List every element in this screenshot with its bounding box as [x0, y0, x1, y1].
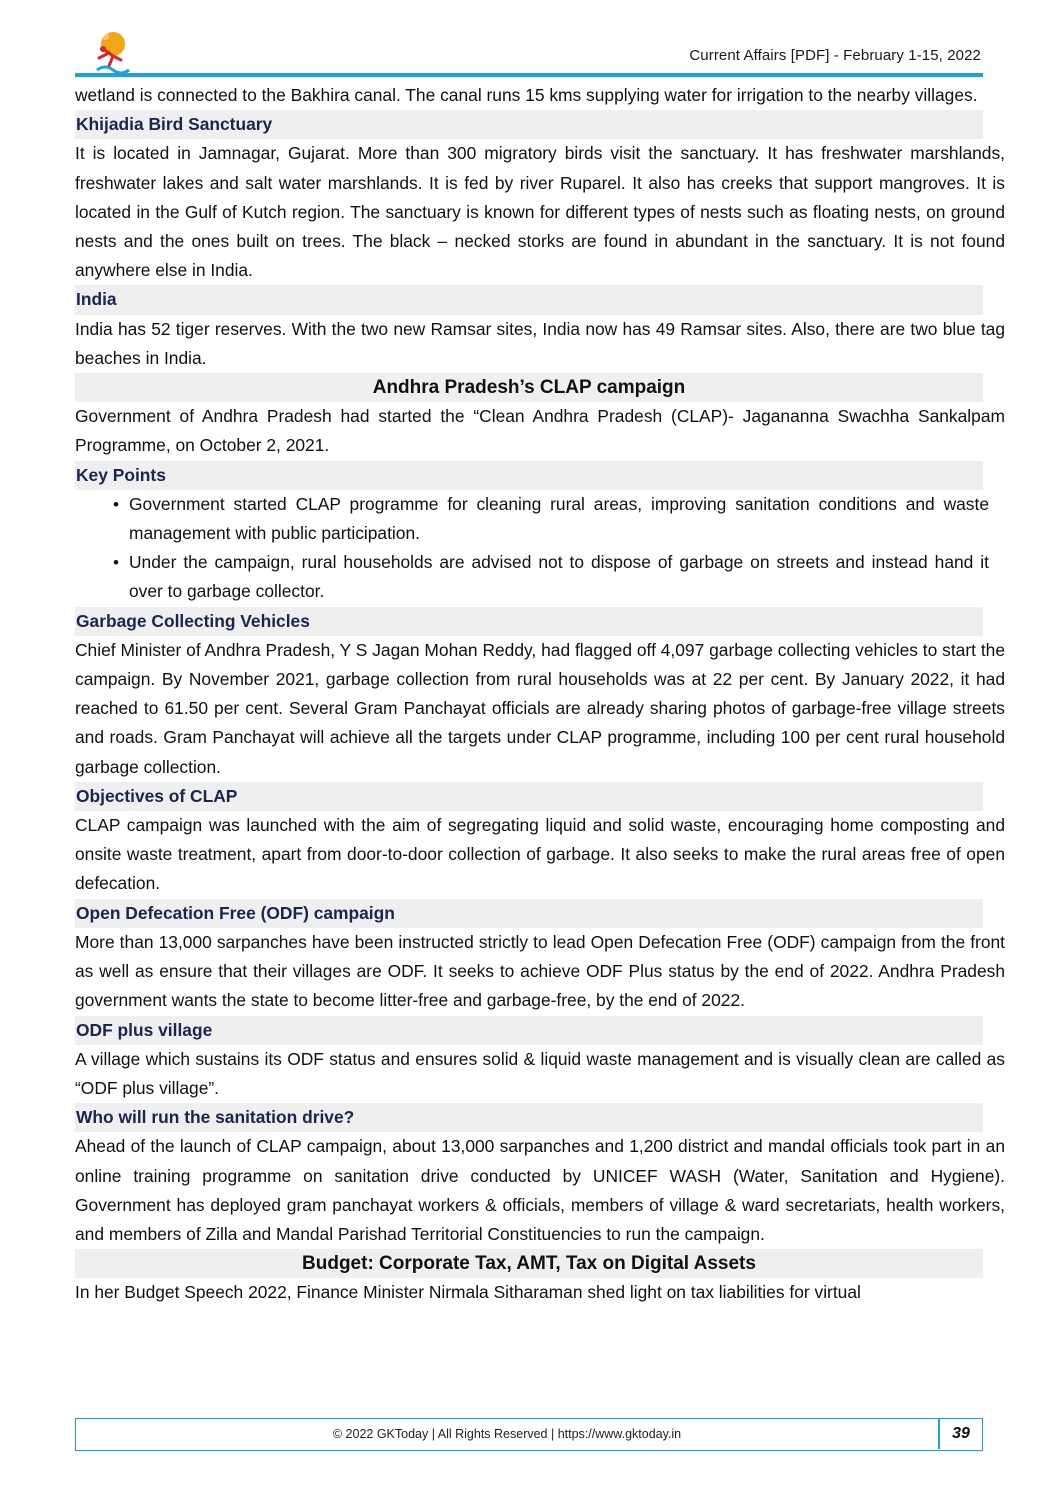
page-header	[75, 28, 983, 78]
list-item: • Under the campaign, rural households are advised not to dispose of garbage on streets and instead hand it over to garbage collector.	[129, 548, 1005, 606]
section-heading: Open Defecation Free (ODF) campaign	[75, 899, 983, 928]
page-footer	[75, 1418, 983, 1451]
section-heading: Garbage Collecting Vehicles	[75, 607, 983, 636]
paragraph: Government of Andhra Pradesh had started the “Clean Andhra Pradesh (CLAP)- Jagananna Swachha Sankalpam Programme, on October 2, 2021.	[75, 406, 1005, 456]
gktoday-logo-icon	[91, 30, 131, 76]
paragraph: Chief Minister of Andhra Pradesh, Y S Jagan Mohan Reddy, had flagged off 4,097 garbage collecting vehicles to start the campaign. By November 2021, garbage collection from rural households was at 22 per cent. By January 2022, it had reached to 61.50 per cent. Several Gram Panchayat officials are already sharing photos of garbage-free village streets and roads. Gram Panchayat will achieve all the targets under CLAP programme, including 100 per cent rural household garbage collection.	[75, 639, 1005, 777]
article-title: Andhra Pradesh’s CLAP campaign	[75, 373, 983, 402]
paragraph: More than 13,000 sarpanches have been instructed strictly to lead Open Defecation Free (ODF) campaign from the front as well as ensure that their villages are ODF. It seeks to achieve ODF Plus status by the end of 2022. Andhra Pradesh government wants the state to become litter-free and garbage-free, by the end of 2022.	[75, 931, 1005, 1011]
paragraph: Ahead of the launch of CLAP campaign, about 13,000 sarpanches and 1,200 district and mandal officials took part in an online training programme on sanitation drive conducted by UNICEF WASH (Water, Sanitation and Hygiene). Government has deployed gram panchayat workers & officials, members of village & ward secretariats, health workers, and members of Zilla and Mandal Parishad Territorial Constituencies to run the campaign.	[75, 1136, 1005, 1244]
paragraph: It is located in Jamnagar, Gujarat. More than 300 migratory birds visit the sanctuary. It has freshwater marshlands, freshwater lakes and salt water marshlands. It is fed by river Ruparel. It also has creeks that support mangroves. It is located in the Gulf of Kutch region. The sanctuary is known for different types of nests such as floating nests, on ground nests and the ones built on trees. The black – necked storks are found in abundant in the sanctuary. It is not found anywhere else in India.	[75, 143, 1005, 281]
copyright-text: © 2022 GKToday | All Rights Reserved | https://www.gktoday.in	[332, 1427, 682, 1441]
document-header-title: Current Affairs [PDF] - February 1-15, 2022	[689, 47, 981, 64]
section-heading: Objectives of CLAP	[75, 782, 983, 811]
section-heading: Khijadia Bird Sanctuary	[75, 110, 983, 139]
paragraph: A village which sustains its ODF status and ensures solid & liquid waste management and is visually clean are called as “ODF plus village”.	[75, 1048, 1005, 1098]
page-number: 39	[952, 1425, 970, 1442]
paragraph: CLAP campaign was launched with the aim of segregating liquid and solid waste, encouraging home composting and onsite waste treatment, apart from door-to-door collection of garbage. It also seeks to make the rural areas free of open defecation.	[75, 815, 1005, 894]
page-content	[75, 81, 1005, 1308]
header-divider	[75, 73, 983, 77]
section-heading: Who will run the sanitation drive?	[75, 1103, 983, 1132]
article-title: Budget: Corporate Tax, AMT, Tax on Digital Assets	[75, 1249, 983, 1278]
list-item: • Government started CLAP programme for cleaning rural areas, improving sanitation conditions and waste management with public participation.	[129, 490, 1005, 548]
key-points-list	[75, 490, 1005, 607]
paragraph: In her Budget Speech 2022, Finance Minister Nirmala Sitharaman shed light on tax liabilities for virtual	[75, 1282, 861, 1303]
section-heading: ODF plus village	[75, 1016, 983, 1045]
section-heading: India	[75, 285, 983, 314]
section-heading: Key Points	[75, 461, 983, 490]
paragraph: India has 52 tiger reserves. With the two new Ramsar sites, India now has 49 Ramsar sites. Also, there are two blue tag beaches in India.	[75, 318, 1005, 368]
paragraph: wetland is connected to the Bakhira canal. The canal runs 15 kms supplying water for irrigation to the nearby villages.	[75, 85, 978, 105]
